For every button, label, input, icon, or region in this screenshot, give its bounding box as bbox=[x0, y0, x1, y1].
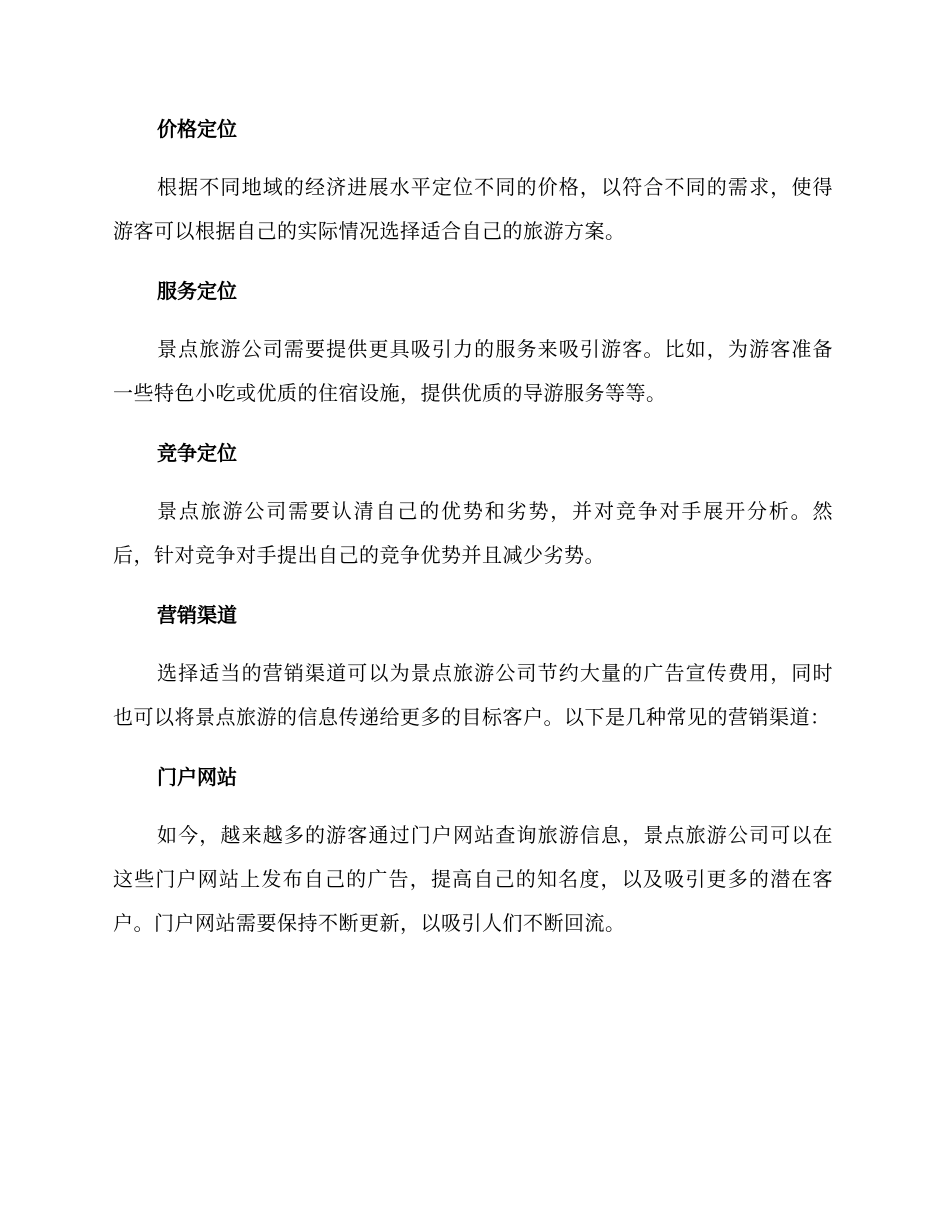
section-paragraph-competition-positioning: 景点旅游公司需要认清自己的优势和劣势，并对竞争对手展开分析。然后，针对竞争对手提出自己的竞争优势并且减少劣势。 bbox=[113, 499, 833, 567]
section-heading-competition-positioning: 竞争定位 bbox=[157, 441, 237, 465]
section-heading-service-positioning: 服务定位 bbox=[157, 279, 237, 303]
section-heading-price-positioning: 价格定位 bbox=[157, 117, 237, 141]
section-heading-marketing-channels: 营销渠道 bbox=[157, 603, 237, 627]
section-paragraph-marketing-channels: 选择适当的营销渠道可以为景点旅游公司节约大量的广告宣传费用，同时也可以将景点旅游的信息传递给更多的目标客户。以下是几种常见的营销渠道： bbox=[113, 661, 833, 729]
section-paragraph-service-positioning: 景点旅游公司需要提供更具吸引力的服务来吸引游客。比如，为游客准备一些特色小吃或优质的住宿设施，提供优质的导游服务等等。 bbox=[113, 337, 833, 405]
document-body bbox=[113, 107, 833, 945]
section-paragraph-portal-websites: 如今，越来越多的游客通过门户网站查询旅游信息，景点旅游公司可以在这些门户网站上发布自己的广告，提高自己的知名度，以及吸引更多的潜在客户。门户网站需要保持不断更新，以吸引人们不断回流。 bbox=[113, 823, 833, 935]
section-heading-portal-websites: 门户网站 bbox=[157, 765, 237, 789]
section-paragraph-price-positioning: 根据不同地域的经济进展水平定位不同的价格，以符合不同的需求，使得游客可以根据自己的实际情况选择适合自己的旅游方案。 bbox=[113, 175, 833, 243]
